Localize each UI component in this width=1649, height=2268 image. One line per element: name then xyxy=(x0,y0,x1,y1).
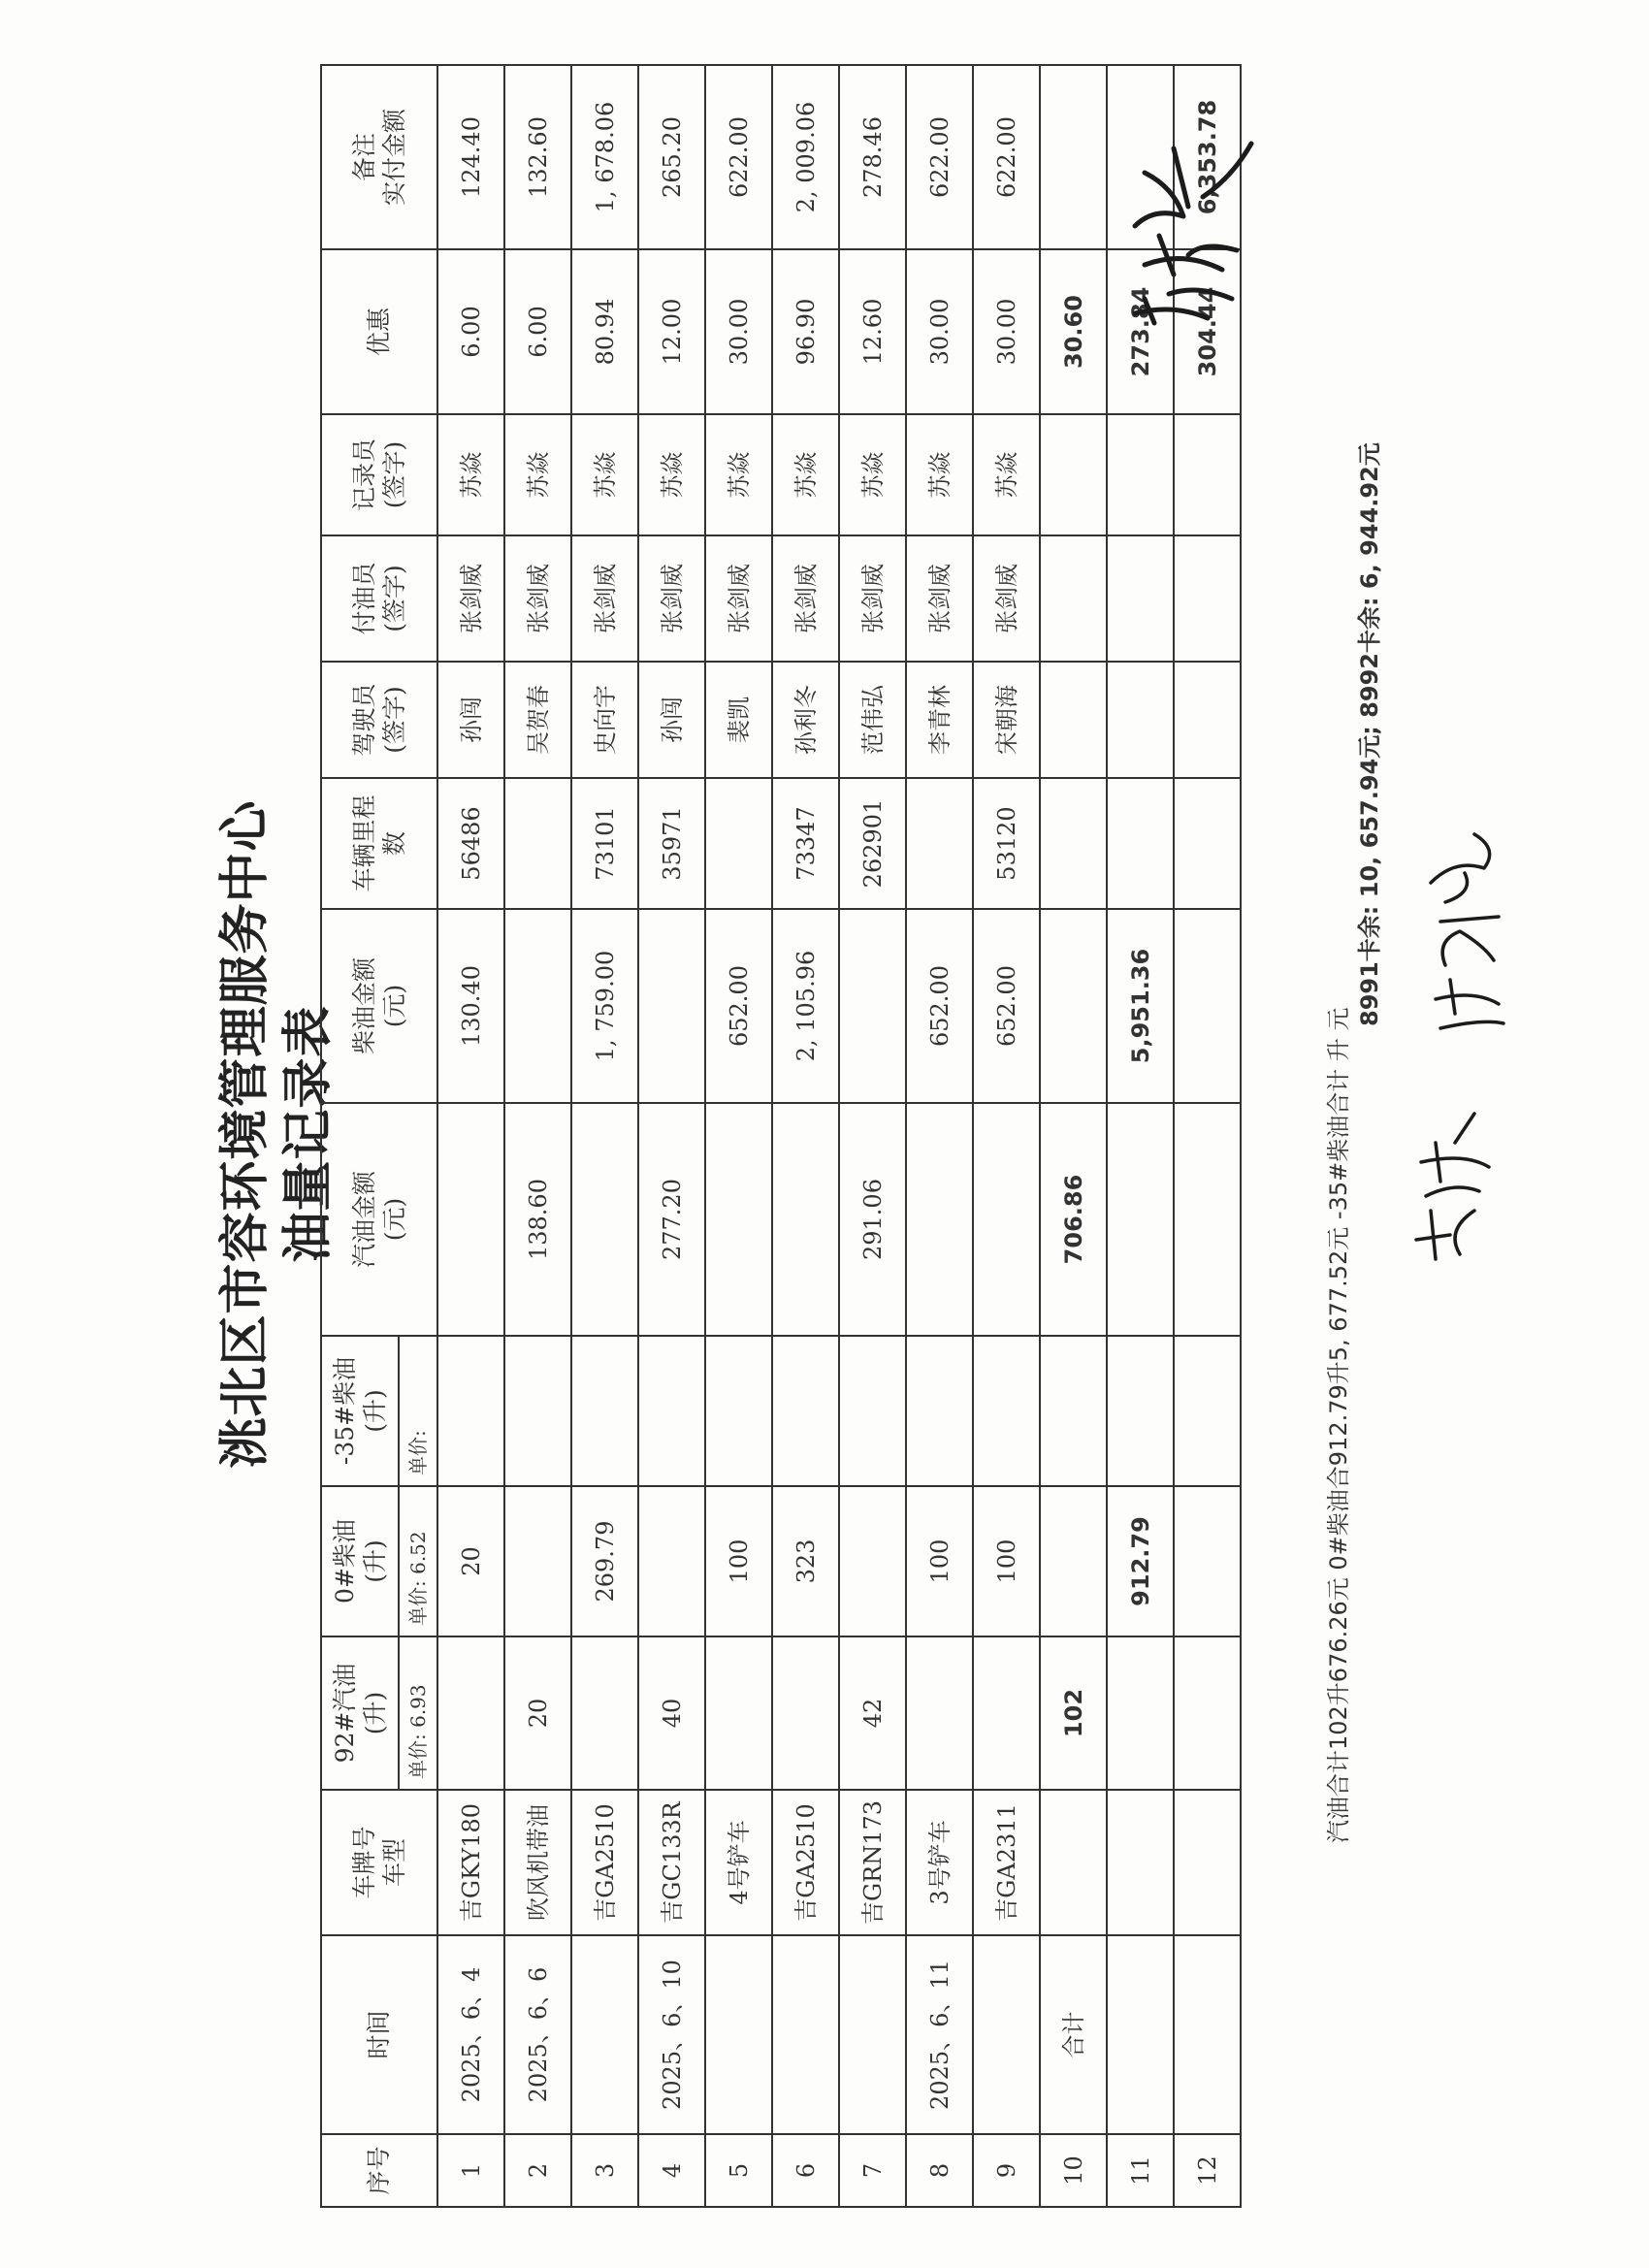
cell-fueler: 张剑威 xyxy=(705,535,772,662)
total-row xyxy=(1174,65,1241,2207)
total-cell-gas-amount xyxy=(1174,1103,1241,1336)
total-cell-time xyxy=(1107,1935,1174,2134)
cell-time: 2025、6、11 xyxy=(906,1935,973,2134)
total-cell-mileage xyxy=(1174,778,1241,909)
cell-discount: 80.94 xyxy=(571,249,638,414)
header-remark: 备注 实付金额 xyxy=(321,65,437,249)
cell-seq: 1 xyxy=(437,2134,504,2207)
header-fueler: 付油员 (签字) xyxy=(321,535,437,662)
cell-diesel35 xyxy=(705,1336,772,1486)
cell-remark: 622.00 xyxy=(973,65,1040,249)
cell-discount: 12.60 xyxy=(839,249,906,414)
cell-fueler: 张剑威 xyxy=(437,535,504,662)
unit-price-diesel35: 单价: xyxy=(399,1336,437,1486)
cell-gas92: 42 xyxy=(839,1636,906,1790)
cell-gas92: 40 xyxy=(638,1636,705,1790)
total-cell-diesel-amount xyxy=(1174,909,1241,1103)
cell-plate: 吉GC133R xyxy=(638,1790,705,1935)
cell-gas-amount: 277.20 xyxy=(638,1103,705,1336)
total-cell-seq: 10 xyxy=(1040,2134,1107,2207)
table-row xyxy=(906,65,973,2207)
cell-mileage: 53120 xyxy=(973,778,1040,909)
cell-discount: 12.00 xyxy=(638,249,705,414)
cell-plate: 吉GA2510 xyxy=(571,1790,638,1935)
total-cell-recorder xyxy=(1174,414,1241,535)
table-body xyxy=(437,65,1241,2207)
cell-diesel-amount: 652.00 xyxy=(973,909,1040,1103)
cell-gas92 xyxy=(973,1636,1040,1790)
total-cell-mileage xyxy=(1107,778,1174,909)
header-recorder: 记录员 (签字) xyxy=(321,414,437,535)
cell-recorder: 苏焱 xyxy=(437,414,504,535)
footer-summary: 汽油合计102升676.26元 0#柴油合912.79升5, 677.52元 -35#柴油合计 升 元 xyxy=(1325,1007,1352,1843)
header-time: 时间 xyxy=(321,1935,437,2134)
total-cell-discount: 273.84 xyxy=(1107,249,1174,414)
cell-plate: 吉GA2311 xyxy=(973,1790,1040,1935)
cell-gas-amount xyxy=(906,1103,973,1336)
table-row xyxy=(638,65,705,2207)
unit-price-diesel0: 单价: 6.52 xyxy=(399,1486,437,1636)
cell-fueler: 张剑威 xyxy=(906,535,973,662)
cell-recorder: 苏焱 xyxy=(705,414,772,535)
approver-signature xyxy=(1116,119,1271,342)
cell-gas92 xyxy=(437,1636,504,1790)
cell-mileage xyxy=(906,778,973,909)
table-row xyxy=(839,65,906,2207)
cell-mileage: 73101 xyxy=(571,778,638,909)
total-cell-diesel0: 912.79 xyxy=(1107,1486,1174,1636)
total-cell-gas-amount: 706.86 xyxy=(1040,1103,1107,1336)
cell-mileage: 35971 xyxy=(638,778,705,909)
cell-driver: 吴贺春 xyxy=(504,662,571,778)
header-plate: 车牌号 车型 xyxy=(321,1790,437,1935)
cell-mileage xyxy=(504,778,571,909)
total-cell-recorder xyxy=(1040,414,1107,535)
header-seq: 序号 xyxy=(321,2134,437,2207)
total-cell-driver xyxy=(1174,662,1241,778)
cell-diesel0: 100 xyxy=(705,1486,772,1636)
footer-card-balance: 8991卡余: 10, 657.94元; 8992卡余: 6, 944.92元 xyxy=(1356,442,1383,1026)
total-cell-discount: 304.44 xyxy=(1174,249,1241,414)
cell-diesel-amount: 2, 105.96 xyxy=(772,909,839,1103)
total-cell-diesel35 xyxy=(1174,1336,1241,1486)
cell-diesel0 xyxy=(839,1486,906,1636)
cell-recorder: 苏焱 xyxy=(973,414,1040,535)
cell-time xyxy=(772,1935,839,2134)
cell-plate: 4号铲车 xyxy=(705,1790,772,1935)
cell-mileage: 56486 xyxy=(437,778,504,909)
table-row xyxy=(772,65,839,2207)
cell-fueler: 张剑威 xyxy=(973,535,1040,662)
header-mileage: 车辆里程 数 xyxy=(321,778,437,909)
header-gas-amount: 汽油金额 (元) xyxy=(321,1103,437,1336)
cell-diesel0: 20 xyxy=(437,1486,504,1636)
cell-diesel35 xyxy=(437,1336,504,1486)
cell-discount: 30.00 xyxy=(705,249,772,414)
cell-discount: 96.90 xyxy=(772,249,839,414)
total-cell-diesel-amount: 5,951.36 xyxy=(1107,909,1174,1103)
total-cell-diesel-amount xyxy=(1040,909,1107,1103)
total-cell-diesel0 xyxy=(1040,1486,1107,1636)
document-title: 洮北区市容环境管理服务中心 xyxy=(216,799,275,1469)
cell-remark: 132.60 xyxy=(504,65,571,249)
cell-diesel0: 269.79 xyxy=(571,1486,638,1636)
cell-seq: 9 xyxy=(973,2134,1040,2207)
document-subtitle: 油量记录表 xyxy=(279,1005,338,1263)
cell-diesel35 xyxy=(772,1336,839,1486)
cell-gas-amount: 291.06 xyxy=(839,1103,906,1336)
cell-mileage: 262901 xyxy=(839,778,906,909)
cell-diesel35 xyxy=(973,1336,1040,1486)
cell-driver: 孙闯 xyxy=(437,662,504,778)
cell-diesel35 xyxy=(839,1336,906,1486)
header-discount: 优惠 xyxy=(321,249,437,414)
cell-seq: 4 xyxy=(638,2134,705,2207)
cell-recorder: 苏焱 xyxy=(571,414,638,535)
cell-remark: 124.40 xyxy=(437,65,504,249)
cell-time xyxy=(571,1935,638,2134)
cell-plate: 吹风机带油 xyxy=(504,1790,571,1935)
header-driver: 驾驶员 (签字) xyxy=(321,662,437,778)
cell-time: 2025、6、4 xyxy=(437,1935,504,2134)
table-row xyxy=(437,65,504,2207)
cell-driver: 李青林 xyxy=(906,662,973,778)
cell-driver: 范伟弘 xyxy=(839,662,906,778)
cell-diesel0: 100 xyxy=(973,1486,1040,1636)
total-cell-plate xyxy=(1107,1790,1174,1935)
recorder-signature xyxy=(1406,1104,1494,1269)
fueler-signature xyxy=(1416,825,1513,1038)
cell-fueler: 张剑威 xyxy=(839,535,906,662)
total-cell-discount: 30.60 xyxy=(1040,249,1107,414)
cell-remark: 622.00 xyxy=(705,65,772,249)
total-cell-fueler xyxy=(1174,535,1241,662)
unit-price-gas92: 单价: 6.93 xyxy=(399,1636,437,1790)
cell-remark: 278.46 xyxy=(839,65,906,249)
cell-driver: 宋朝海 xyxy=(973,662,1040,778)
cell-seq: 7 xyxy=(839,2134,906,2207)
header-diesel0: 0#柴油 (升) xyxy=(321,1486,399,1636)
total-cell-mileage xyxy=(1040,778,1107,909)
cell-recorder: 苏焱 xyxy=(772,414,839,535)
cell-gas92: 20 xyxy=(504,1636,571,1790)
total-cell-diesel0 xyxy=(1174,1486,1241,1636)
total-cell-diesel35 xyxy=(1107,1336,1174,1486)
total-cell-plate xyxy=(1040,1790,1107,1935)
cell-gas-amount xyxy=(772,1103,839,1336)
cell-plate: 吉GKY180 xyxy=(437,1790,504,1935)
total-cell-driver xyxy=(1040,662,1107,778)
table-row xyxy=(571,65,638,2207)
cell-fueler: 张剑威 xyxy=(504,535,571,662)
cell-diesel-amount: 652.00 xyxy=(906,909,973,1103)
cell-diesel35 xyxy=(504,1336,571,1486)
cell-diesel-amount xyxy=(839,909,906,1103)
cell-seq: 8 xyxy=(906,2134,973,2207)
cell-seq: 2 xyxy=(504,2134,571,2207)
cell-diesel0: 323 xyxy=(772,1486,839,1636)
cell-driver: 史向宇 xyxy=(571,662,638,778)
cell-recorder: 苏焱 xyxy=(504,414,571,535)
cell-fueler: 张剑威 xyxy=(571,535,638,662)
cell-remark: 2, 009.06 xyxy=(772,65,839,249)
cell-driver: 裴凯 xyxy=(705,662,772,778)
cell-time xyxy=(839,1935,906,2134)
total-cell-fueler xyxy=(1040,535,1107,662)
cell-recorder: 苏焱 xyxy=(839,414,906,535)
cell-gas-amount xyxy=(973,1103,1040,1336)
fuel-record-table xyxy=(320,64,1242,2208)
total-cell-time: 合计 xyxy=(1040,1935,1107,2134)
total-cell-remark: 6,353.78 xyxy=(1174,65,1241,249)
cell-recorder: 苏焱 xyxy=(638,414,705,535)
cell-mileage: 73347 xyxy=(772,778,839,909)
total-cell-diesel35 xyxy=(1040,1336,1107,1486)
total-cell-fueler xyxy=(1107,535,1174,662)
cell-remark: 1, 678.06 xyxy=(571,65,638,249)
cell-discount: 30.00 xyxy=(973,249,1040,414)
cell-gas-amount xyxy=(705,1103,772,1336)
cell-seq: 5 xyxy=(705,2134,772,2207)
total-cell-gas-amount xyxy=(1107,1103,1174,1336)
total-cell-gas92 xyxy=(1174,1636,1241,1790)
cell-gas-amount: 138.60 xyxy=(504,1103,571,1336)
cell-gas-amount xyxy=(437,1103,504,1336)
total-cell-seq: 11 xyxy=(1107,2134,1174,2207)
cell-diesel-amount xyxy=(504,909,571,1103)
total-cell-plate xyxy=(1174,1790,1241,1935)
table-row xyxy=(973,65,1040,2207)
cell-seq: 6 xyxy=(772,2134,839,2207)
cell-diesel-amount xyxy=(638,909,705,1103)
header-diesel35: -35#柴油 (升) xyxy=(321,1336,399,1486)
cell-fueler: 张剑威 xyxy=(638,535,705,662)
cell-remark: 622.00 xyxy=(906,65,973,249)
header-gas92: 92#汽油 (升) xyxy=(321,1636,399,1790)
cell-diesel-amount: 652.00 xyxy=(705,909,772,1103)
table-row xyxy=(705,65,772,2207)
total-cell-seq: 12 xyxy=(1174,2134,1241,2207)
total-cell-gas92 xyxy=(1107,1636,1174,1790)
total-cell-remark xyxy=(1040,65,1107,249)
table-row xyxy=(504,65,571,2207)
cell-mileage xyxy=(705,778,772,909)
cell-diesel35 xyxy=(638,1336,705,1486)
cell-plate: 吉GRN173 xyxy=(839,1790,906,1935)
total-row xyxy=(1040,65,1107,2207)
cell-time: 2025、6、6 xyxy=(504,1935,571,2134)
cell-diesel0 xyxy=(638,1486,705,1636)
cell-gas92 xyxy=(705,1636,772,1790)
total-cell-recorder xyxy=(1107,414,1174,535)
cell-diesel0: 100 xyxy=(906,1486,973,1636)
cell-discount: 6.00 xyxy=(437,249,504,414)
total-cell-time xyxy=(1174,1935,1241,2134)
total-cell-driver xyxy=(1107,662,1174,778)
cell-gas92 xyxy=(772,1636,839,1790)
cell-diesel-amount: 130.40 xyxy=(437,909,504,1103)
cell-discount: 6.00 xyxy=(504,249,571,414)
cell-remark: 265.20 xyxy=(638,65,705,249)
cell-time: 2025、6、10 xyxy=(638,1935,705,2134)
cell-seq: 3 xyxy=(571,2134,638,2207)
cell-discount: 30.00 xyxy=(906,249,973,414)
header-diesel-amount: 柴油金额 (元) xyxy=(321,909,437,1103)
total-row xyxy=(1107,65,1174,2207)
cell-plate: 3号铲车 xyxy=(906,1790,973,1935)
cell-time xyxy=(705,1935,772,2134)
cell-diesel35 xyxy=(906,1336,973,1486)
cell-diesel35 xyxy=(571,1336,638,1486)
cell-fueler: 张剑威 xyxy=(772,535,839,662)
cell-diesel-amount: 1, 759.00 xyxy=(571,909,638,1103)
cell-driver: 孙闯 xyxy=(638,662,705,778)
cell-gas92 xyxy=(571,1636,638,1790)
cell-plate: 吉GA2510 xyxy=(772,1790,839,1935)
cell-recorder: 苏焱 xyxy=(906,414,973,535)
cell-time xyxy=(973,1935,1040,2134)
cell-diesel0 xyxy=(504,1486,571,1636)
cell-gas-amount xyxy=(571,1103,638,1336)
cell-driver: 孙利冬 xyxy=(772,662,839,778)
cell-gas92 xyxy=(906,1636,973,1790)
total-cell-gas92: 102 xyxy=(1040,1636,1107,1790)
